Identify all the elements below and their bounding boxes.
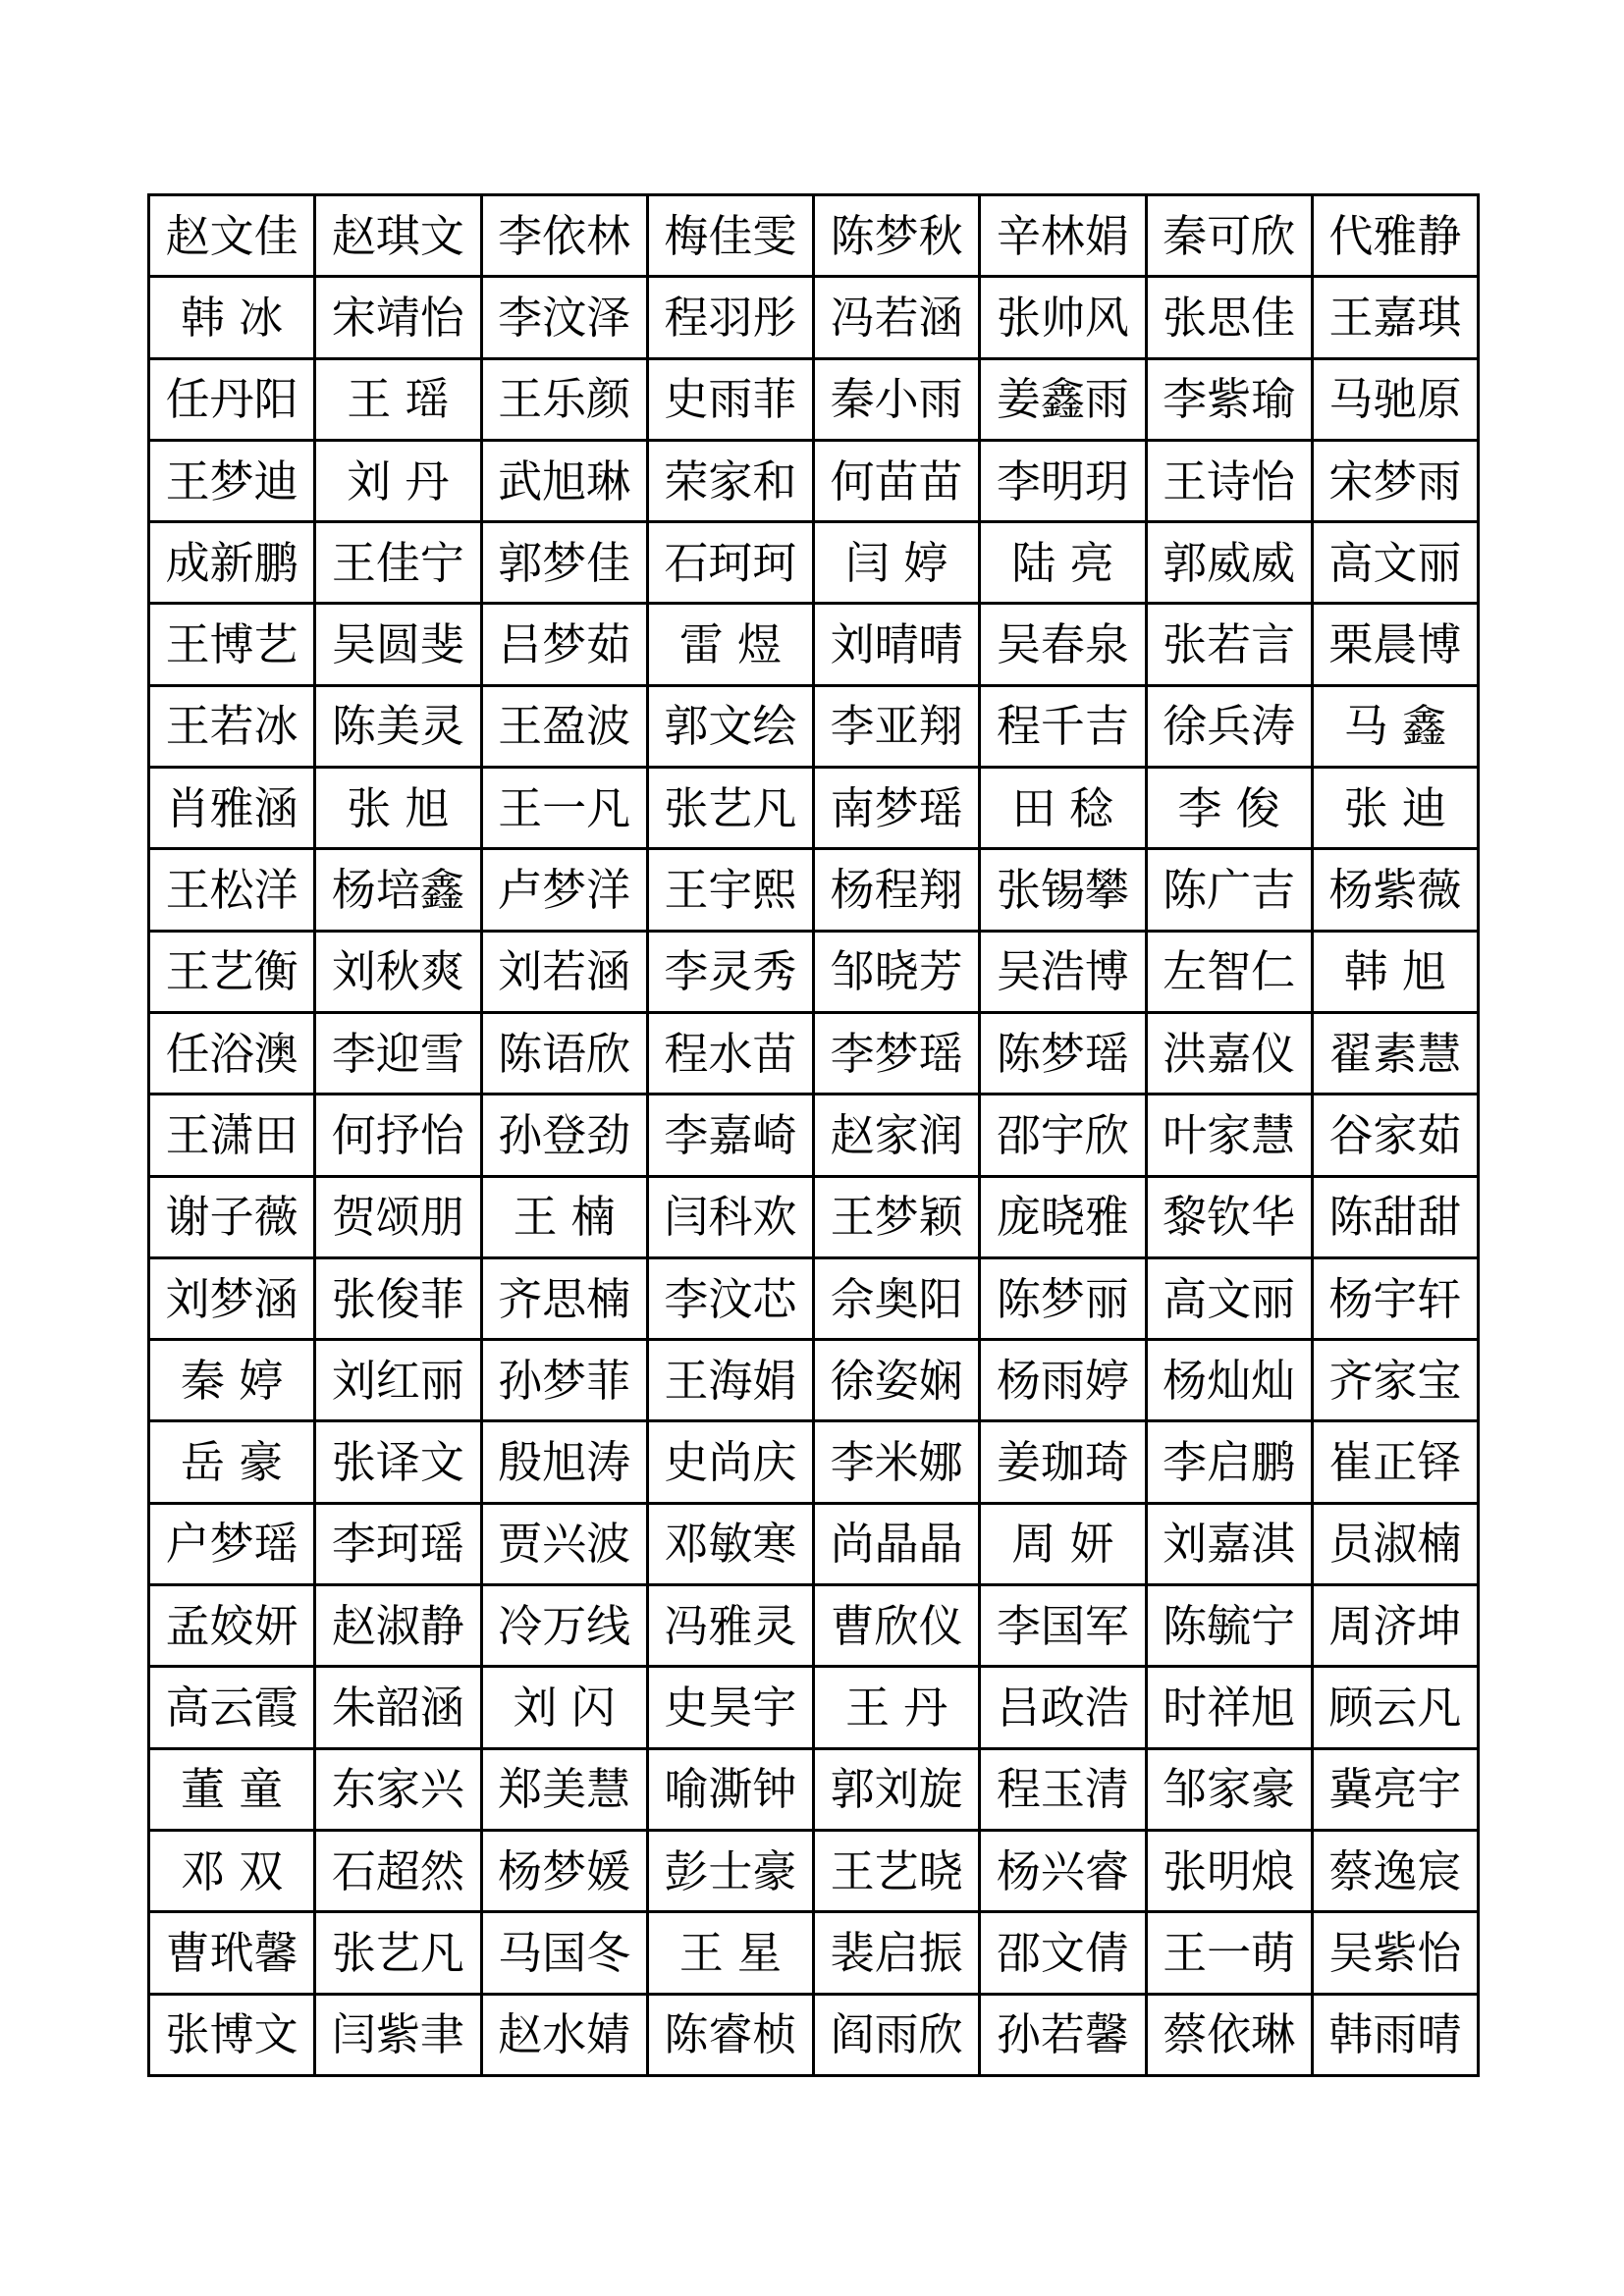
name-cell: 陈梦丽 bbox=[980, 1257, 1146, 1339]
name-cell: 庞晓雅 bbox=[980, 1176, 1146, 1257]
name-cell: 程千吉 bbox=[980, 685, 1146, 767]
name-cell: 王宇熙 bbox=[647, 849, 813, 931]
name-cell: 董 童 bbox=[149, 1748, 315, 1830]
name-cell: 杨兴睿 bbox=[980, 1830, 1146, 1911]
name-cell: 王盈波 bbox=[481, 685, 647, 767]
name-cell: 刘晴晴 bbox=[814, 604, 980, 685]
name-cell: 陈梦秋 bbox=[814, 195, 980, 277]
name-cell: 宋梦雨 bbox=[1312, 440, 1478, 521]
name-cell: 杨培鑫 bbox=[315, 849, 481, 931]
name-cell: 邹家豪 bbox=[1146, 1748, 1312, 1830]
name-cell: 王佳宁 bbox=[315, 522, 481, 604]
name-cell: 佘奥阳 bbox=[814, 1257, 980, 1339]
name-cell: 邓 双 bbox=[149, 1830, 315, 1911]
table-row bbox=[149, 849, 1479, 931]
name-cell: 陈睿桢 bbox=[647, 1994, 813, 2075]
name-cell: 冯若涵 bbox=[814, 277, 980, 358]
name-cell: 史昊宇 bbox=[647, 1667, 813, 1748]
name-cell: 蔡逸宸 bbox=[1312, 1830, 1478, 1911]
name-cell: 雷 煜 bbox=[647, 604, 813, 685]
name-cell: 吴紫怡 bbox=[1312, 1912, 1478, 1994]
name-cell: 杨紫薇 bbox=[1312, 849, 1478, 931]
name-cell: 王博艺 bbox=[149, 604, 315, 685]
name-cell: 东家兴 bbox=[315, 1748, 481, 1830]
name-cell: 孙若馨 bbox=[980, 1994, 1146, 2075]
name-cell: 程羽彤 bbox=[647, 277, 813, 358]
table-row bbox=[149, 1503, 1479, 1584]
name-cell: 贾兴波 bbox=[481, 1503, 647, 1584]
name-cell: 张锡攀 bbox=[980, 849, 1146, 931]
name-cell: 刘红丽 bbox=[315, 1340, 481, 1421]
name-cell: 徐姿娴 bbox=[814, 1340, 980, 1421]
name-cell: 时祥旭 bbox=[1146, 1667, 1312, 1748]
name-cell: 李珂瑶 bbox=[315, 1503, 481, 1584]
name-cell: 程水苗 bbox=[647, 1012, 813, 1094]
name-cell: 赵淑静 bbox=[315, 1585, 481, 1667]
name-cell: 喻澌钟 bbox=[647, 1748, 813, 1830]
table-row bbox=[149, 1585, 1479, 1667]
name-cell: 史雨菲 bbox=[647, 358, 813, 440]
name-cell: 郭梦佳 bbox=[481, 522, 647, 604]
name-cell: 曹欣仪 bbox=[814, 1585, 980, 1667]
name-cell: 王海娟 bbox=[647, 1340, 813, 1421]
name-cell: 韩 冰 bbox=[149, 277, 315, 358]
name-cell: 栗晨博 bbox=[1312, 604, 1478, 685]
name-cell: 刘 闪 bbox=[481, 1667, 647, 1748]
name-cell: 王艺晓 bbox=[814, 1830, 980, 1911]
name-cell: 李依林 bbox=[481, 195, 647, 277]
name-cell: 李迎雪 bbox=[315, 1012, 481, 1094]
name-cell: 刘梦涵 bbox=[149, 1257, 315, 1339]
name-cell: 马国冬 bbox=[481, 1912, 647, 1994]
name-cell: 吕政浩 bbox=[980, 1667, 1146, 1748]
name-cell: 张译文 bbox=[315, 1421, 481, 1503]
name-cell: 王 楠 bbox=[481, 1176, 647, 1257]
name-cell: 石珂珂 bbox=[647, 522, 813, 604]
name-cell: 李紫瑜 bbox=[1146, 358, 1312, 440]
name-cell: 成新鹏 bbox=[149, 522, 315, 604]
table-row bbox=[149, 768, 1479, 849]
name-cell: 李汶芯 bbox=[647, 1257, 813, 1339]
name-cell: 吴春泉 bbox=[980, 604, 1146, 685]
name-cell: 高云霞 bbox=[149, 1667, 315, 1748]
name-cell: 马 鑫 bbox=[1312, 685, 1478, 767]
name-cell: 邹晓芳 bbox=[814, 931, 980, 1012]
name-cell: 孙梦菲 bbox=[481, 1340, 647, 1421]
name-cell: 闫科欢 bbox=[647, 1176, 813, 1257]
name-cell: 顾云凡 bbox=[1312, 1667, 1478, 1748]
name-table bbox=[147, 193, 1480, 2077]
table-row bbox=[149, 358, 1479, 440]
name-cell: 张艺凡 bbox=[647, 768, 813, 849]
name-cell: 黎钦华 bbox=[1146, 1176, 1312, 1257]
name-cell: 邵文倩 bbox=[980, 1912, 1146, 1994]
name-cell: 梅佳雯 bbox=[647, 195, 813, 277]
name-cell: 李汶泽 bbox=[481, 277, 647, 358]
name-cell: 徐兵涛 bbox=[1146, 685, 1312, 767]
name-cell: 赵文佳 bbox=[149, 195, 315, 277]
name-cell: 刘 丹 bbox=[315, 440, 481, 521]
name-cell: 孙登劲 bbox=[481, 1095, 647, 1176]
name-cell: 陈甜甜 bbox=[1312, 1176, 1478, 1257]
name-cell: 田 稔 bbox=[980, 768, 1146, 849]
name-cell: 邵宇欣 bbox=[980, 1095, 1146, 1176]
name-cell: 秦 婷 bbox=[149, 1340, 315, 1421]
name-cell: 张艺凡 bbox=[315, 1912, 481, 1994]
name-cell: 石超然 bbox=[315, 1830, 481, 1911]
name-cell: 陈语欣 bbox=[481, 1012, 647, 1094]
name-cell: 王乐颜 bbox=[481, 358, 647, 440]
name-cell: 王嘉琪 bbox=[1312, 277, 1478, 358]
name-cell: 李灵秀 bbox=[647, 931, 813, 1012]
name-cell: 王艺衡 bbox=[149, 931, 315, 1012]
name-cell: 高文丽 bbox=[1312, 522, 1478, 604]
name-cell: 韩 旭 bbox=[1312, 931, 1478, 1012]
name-cell: 杨雨婷 bbox=[980, 1340, 1146, 1421]
table-row bbox=[149, 1257, 1479, 1339]
name-cell: 刘秋爽 bbox=[315, 931, 481, 1012]
name-cell: 姜珈琦 bbox=[980, 1421, 1146, 1503]
table-row bbox=[149, 931, 1479, 1012]
name-cell: 陈梦瑶 bbox=[980, 1012, 1146, 1094]
name-cell: 叶家慧 bbox=[1146, 1095, 1312, 1176]
name-cell: 冷万线 bbox=[481, 1585, 647, 1667]
name-cell: 崔正铎 bbox=[1312, 1421, 1478, 1503]
name-cell: 王一萌 bbox=[1146, 1912, 1312, 1994]
name-cell: 张思佳 bbox=[1146, 277, 1312, 358]
name-cell: 闫紫聿 bbox=[315, 1994, 481, 2075]
table-row bbox=[149, 522, 1479, 604]
name-cell: 李亚翔 bbox=[814, 685, 980, 767]
name-cell: 程玉清 bbox=[980, 1748, 1146, 1830]
name-cell: 齐思楠 bbox=[481, 1257, 647, 1339]
name-table-body bbox=[149, 195, 1479, 2076]
name-cell: 谷家茹 bbox=[1312, 1095, 1478, 1176]
name-cell: 刘嘉淇 bbox=[1146, 1503, 1312, 1584]
name-cell: 张 迪 bbox=[1312, 768, 1478, 849]
table-row bbox=[149, 1748, 1479, 1830]
name-cell: 郑美慧 bbox=[481, 1748, 647, 1830]
table-row bbox=[149, 440, 1479, 521]
name-cell: 赵琪文 bbox=[315, 195, 481, 277]
name-cell: 代雅静 bbox=[1312, 195, 1478, 277]
name-cell: 谢子薇 bbox=[149, 1176, 315, 1257]
name-cell: 高文丽 bbox=[1146, 1257, 1312, 1339]
name-cell: 周 妍 bbox=[980, 1503, 1146, 1584]
name-cell: 邓敏寒 bbox=[647, 1503, 813, 1584]
name-cell: 张帅风 bbox=[980, 277, 1146, 358]
name-cell: 员淑楠 bbox=[1312, 1503, 1478, 1584]
name-cell: 武旭琳 bbox=[481, 440, 647, 521]
name-cell: 秦小雨 bbox=[814, 358, 980, 440]
name-cell: 史尚庆 bbox=[647, 1421, 813, 1503]
name-cell: 冯雅灵 bbox=[647, 1585, 813, 1667]
name-cell: 李米娜 bbox=[814, 1421, 980, 1503]
name-cell: 李 俊 bbox=[1146, 768, 1312, 849]
name-cell: 张若言 bbox=[1146, 604, 1312, 685]
name-cell: 翟素慧 bbox=[1312, 1012, 1478, 1094]
name-cell: 陈广吉 bbox=[1146, 849, 1312, 931]
name-cell: 张明烺 bbox=[1146, 1830, 1312, 1911]
name-cell: 王 丹 bbox=[814, 1667, 980, 1748]
table-row bbox=[149, 1830, 1479, 1911]
name-cell: 任丹阳 bbox=[149, 358, 315, 440]
name-cell: 杨宇轩 bbox=[1312, 1257, 1478, 1339]
name-cell: 孟姣妍 bbox=[149, 1585, 315, 1667]
name-cell: 朱韶涵 bbox=[315, 1667, 481, 1748]
name-cell: 荣家和 bbox=[647, 440, 813, 521]
name-cell: 贺颂朋 bbox=[315, 1176, 481, 1257]
name-cell: 李明玥 bbox=[980, 440, 1146, 521]
name-cell: 张 旭 bbox=[315, 768, 481, 849]
name-cell: 王梦颖 bbox=[814, 1176, 980, 1257]
name-cell: 郭刘旋 bbox=[814, 1748, 980, 1830]
name-cell: 岳 豪 bbox=[149, 1421, 315, 1503]
name-cell: 户梦瑶 bbox=[149, 1503, 315, 1584]
name-cell: 王若冰 bbox=[149, 685, 315, 767]
name-cell: 何苗苗 bbox=[814, 440, 980, 521]
name-cell: 李国军 bbox=[980, 1585, 1146, 1667]
name-cell: 郭威威 bbox=[1146, 522, 1312, 604]
name-cell: 宋靖怡 bbox=[315, 277, 481, 358]
table-row bbox=[149, 1176, 1479, 1257]
name-cell: 辛林娟 bbox=[980, 195, 1146, 277]
name-cell: 姜鑫雨 bbox=[980, 358, 1146, 440]
name-cell: 王一凡 bbox=[481, 768, 647, 849]
name-cell: 王松洋 bbox=[149, 849, 315, 931]
name-cell: 王潇田 bbox=[149, 1095, 315, 1176]
name-cell: 李启鹏 bbox=[1146, 1421, 1312, 1503]
name-cell: 裴启振 bbox=[814, 1912, 980, 1994]
table-row bbox=[149, 1912, 1479, 1994]
name-cell: 任浴澳 bbox=[149, 1012, 315, 1094]
name-cell: 陈毓宁 bbox=[1146, 1585, 1312, 1667]
name-cell: 张博文 bbox=[149, 1994, 315, 2075]
name-cell: 尚晶晶 bbox=[814, 1503, 980, 1584]
name-cell: 赵水婧 bbox=[481, 1994, 647, 2075]
name-cell: 李嘉崎 bbox=[647, 1095, 813, 1176]
name-cell: 王梦迪 bbox=[149, 440, 315, 521]
table-row bbox=[149, 1421, 1479, 1503]
name-cell: 赵家润 bbox=[814, 1095, 980, 1176]
name-cell: 曹玳馨 bbox=[149, 1912, 315, 1994]
name-cell: 王诗怡 bbox=[1146, 440, 1312, 521]
name-cell: 李梦瑶 bbox=[814, 1012, 980, 1094]
name-cell: 王 瑶 bbox=[315, 358, 481, 440]
name-cell: 洪嘉仪 bbox=[1146, 1012, 1312, 1094]
name-cell: 齐家宝 bbox=[1312, 1340, 1478, 1421]
name-cell: 左智仁 bbox=[1146, 931, 1312, 1012]
name-cell: 刘若涵 bbox=[481, 931, 647, 1012]
table-row bbox=[149, 277, 1479, 358]
name-cell: 吕梦茹 bbox=[481, 604, 647, 685]
name-cell: 杨梦媛 bbox=[481, 1830, 647, 1911]
name-cell: 杨灿灿 bbox=[1146, 1340, 1312, 1421]
name-cell: 冀亮宇 bbox=[1312, 1748, 1478, 1830]
name-cell: 王 星 bbox=[647, 1912, 813, 1994]
name-cell: 韩雨晴 bbox=[1312, 1994, 1478, 2075]
table-row bbox=[149, 1994, 1479, 2075]
table-row bbox=[149, 604, 1479, 685]
name-cell: 吴浩博 bbox=[980, 931, 1146, 1012]
name-cell: 彭士豪 bbox=[647, 1830, 813, 1911]
table-row bbox=[149, 1340, 1479, 1421]
name-cell: 杨程翔 bbox=[814, 849, 980, 931]
name-cell: 张俊菲 bbox=[315, 1257, 481, 1339]
name-cell: 何抒怡 bbox=[315, 1095, 481, 1176]
name-cell: 陆 亮 bbox=[980, 522, 1146, 604]
name-cell: 陈美灵 bbox=[315, 685, 481, 767]
name-cell: 殷旭涛 bbox=[481, 1421, 647, 1503]
table-row bbox=[149, 1667, 1479, 1748]
name-cell: 郭文绘 bbox=[647, 685, 813, 767]
table-row bbox=[149, 195, 1479, 277]
name-cell: 卢梦洋 bbox=[481, 849, 647, 931]
name-cell: 阎雨欣 bbox=[814, 1994, 980, 2075]
table-row bbox=[149, 1012, 1479, 1094]
name-cell: 闫 婷 bbox=[814, 522, 980, 604]
name-cell: 马驰原 bbox=[1312, 358, 1478, 440]
table-row bbox=[149, 1095, 1479, 1176]
name-cell: 肖雅涵 bbox=[149, 768, 315, 849]
name-cell: 蔡依琳 bbox=[1146, 1994, 1312, 2075]
name-cell: 南梦瑶 bbox=[814, 768, 980, 849]
name-cell: 吴圆斐 bbox=[315, 604, 481, 685]
name-cell: 秦可欣 bbox=[1146, 195, 1312, 277]
name-cell: 周济坤 bbox=[1312, 1585, 1478, 1667]
table-row bbox=[149, 685, 1479, 767]
